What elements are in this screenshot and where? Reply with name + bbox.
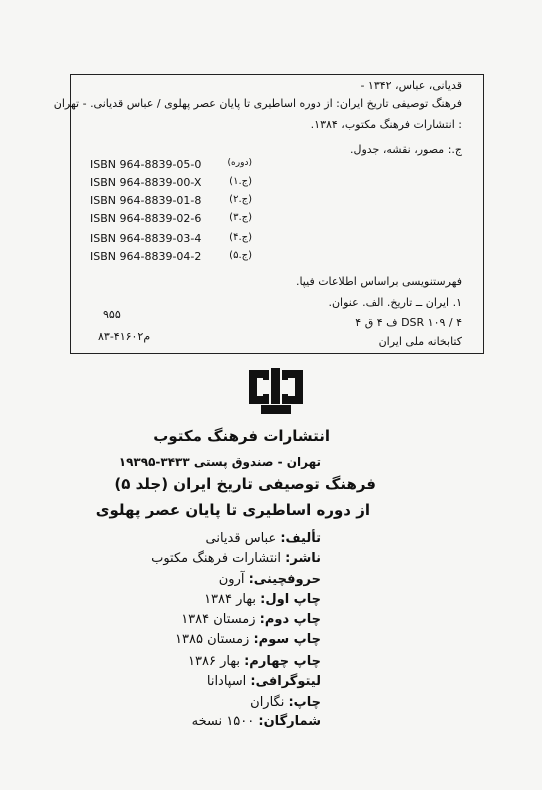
colophon-print-run [192,714,321,729]
isbn-number: ISBN 964-8839-03-4 [90,232,202,245]
colophon-value: نگاران [250,695,285,710]
colophon-value: بهار ۱۳۸۶ [188,654,240,669]
colophon-label: تألیف: [280,531,321,546]
isbn-number: ISBN 964-8839-04-2 [90,250,202,263]
colophon-label: چاپ چهارم: [244,654,321,669]
colophon-value: بهار ۱۳۸۴ [204,592,256,607]
isbn-volume: (ج.۵) [229,250,252,261]
isbn-number: ISBN 964-8839-00-X [90,176,202,189]
colophon-label: شمارگان: [258,714,321,729]
isbn-volume: (ج.۳) [229,212,252,223]
isbn-number: ISBN 964-8839-01-8 [90,194,202,207]
colophon-value: اسپادانا [206,674,247,689]
cip-dewey: ۹۵۵ [103,308,121,321]
colophon-third-print [175,632,321,647]
colophon-value: عباس قدیانی [205,531,277,546]
colophon-second-print [181,612,321,627]
publisher-logo-icon [243,366,309,416]
cip-physical-line: ج.: مصور، نقشه، جدول. [349,143,462,156]
cip-title-line1: فرهنگ توصیفی تاریخ ایران: از دوره اساطیری تا پایان عصر پهلوی / عباس قدیانی. - تهران [53,97,462,110]
colophon-first-print [204,592,321,607]
isbn-volume: (ج.۴) [229,232,252,243]
colophon-publisher [151,551,321,566]
isbn-volume: (ج.۲) [229,194,252,205]
cip-title-line2: : انتشارات فرهنگ مکتوب، ۱۳۸۴. [310,118,462,131]
book-title: فرهنگ توصیفی تاریخ ایران (جلد ۵) [114,475,376,493]
colophon-value: آرون [218,572,245,587]
publisher-logo [243,366,309,416]
cip-library: کتابخانه ملی ایران [378,335,462,348]
colophon-value: زمستان ۱۳۸۵ [175,632,250,647]
colophon-label: چاپ: [288,695,321,710]
colophon-typesetting [219,572,321,587]
cip-subject-line: ۱. ایران ــ تاریخ. الف. عنوان. [328,296,462,309]
colophon-value: ۱۵۰۰ نسخه [191,714,255,729]
colophon-value: انتشارات فرهنگ مکتوب [151,551,282,566]
colophon-author [206,531,322,546]
colophon-fourth-print [188,654,321,669]
isbn-volume: (ج.۱) [229,176,252,187]
colophon-value: زمستان ۱۳۸۴ [181,612,256,627]
cip-fipa-line: فهرستنویسی براساس اطلاعات فیپا. [295,275,462,288]
isbn-number: ISBN 964-8839-05-0 [90,158,202,171]
publisher-name: انتشارات فرهنگ مکتوب [153,427,330,445]
colophon-printer [250,695,321,710]
isbn-number: ISBN 964-8839-02-6 [90,212,202,225]
publisher-address: تهران - صندوق پستی ۳۴۳۳-۱۹۳۹۵ [118,455,321,469]
cip-record-number: ۸۳-۴۱۶۰۲م [98,330,151,343]
colophon-lithography [207,674,321,689]
colophon-label: لیتوگرافی: [250,674,321,689]
cip-classification: DSR ۱۰۹ / ۴ ف ۴ ق ۴ [355,316,462,329]
colophon-label: چاپ دوم: [259,612,321,627]
isbn-volume: (دوره) [227,158,252,168]
cip-author-line: قدیانی، عباس، ۱۳۴۲ - [360,79,462,92]
book-subtitle: از دوره اساطیری تا پایان عصر پهلوی [95,501,370,519]
colophon-label: چاپ سوم: [253,632,321,647]
colophon-label: چاپ اول: [260,592,321,607]
colophon-label: حروفچینی: [248,572,321,587]
colophon-label: ناشر: [285,551,321,566]
